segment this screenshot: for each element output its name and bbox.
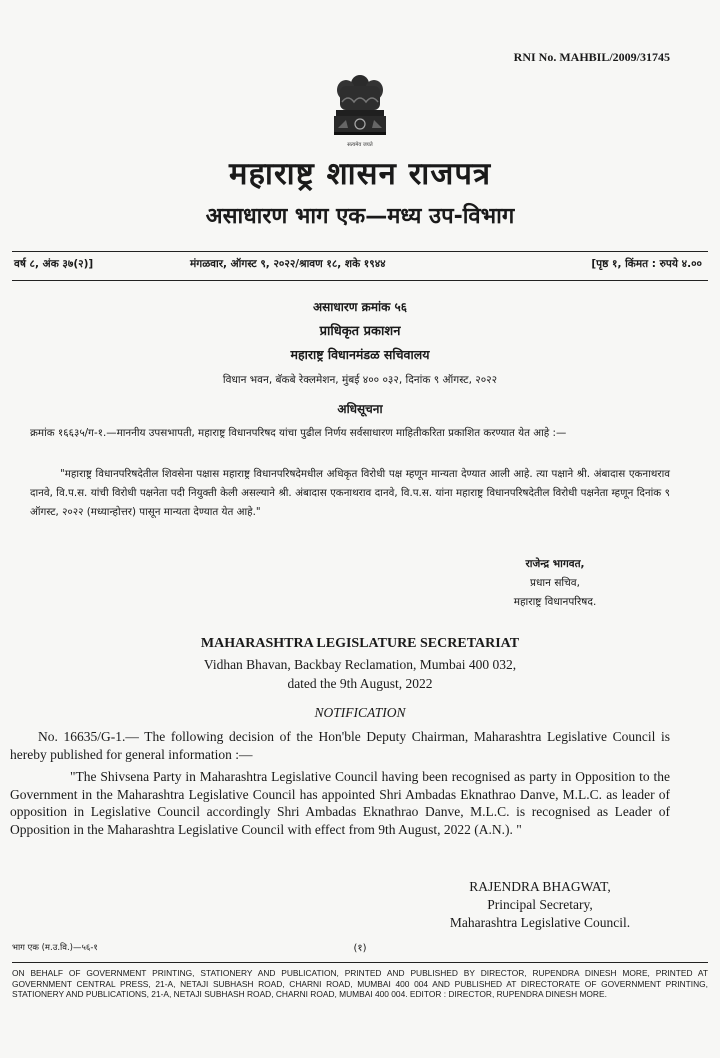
notification-heading-marathi: अधिसूचना [337,402,383,416]
gazette-title: महाराष्ट्र शासन राजपत्र [228,156,492,192]
signatory-title-english: Principal Secretary, [487,897,593,912]
signatory-name: राजेन्द्र भागवत, [525,558,585,570]
date-english: dated the 9th August, 2022 [287,676,433,691]
issue-info-bar [12,257,702,275]
signature-block-marathi [470,555,640,612]
state-emblem-icon [318,72,402,164]
signatory-title: प्रधान सचिव, [530,577,580,589]
notification-para-2-english: "The Shivsena Party in Maharashtra Legislative Council having been recognised as party in Opposition to the Government in the Maharashtra Legislative Council has appointed Shri Ambadas Eknathrao Danve, M.L.C. as leader of opposition in Legislative Council accordingly Shri Ambadas Eknathrao Danve, M.L.C. is recognised as Leader of Opposition in the Maharashtra Legislative Council with effect from 9th August, 2022 (A.N.). " [10,769,670,837]
issue-date: मंगळवार, ऑगस्ट ९, २०२२/श्रावण १८, शके १९४४ [190,258,386,270]
gazette-subtitle: असाधारण भाग एक—मध्य उप-विभाग [205,204,515,229]
signatory-name-english: RAJENDRA BHAGWAT, [469,879,611,894]
signatory-body-english: Maharashtra Legislative Council. [449,915,631,930]
secretariat-name-english: MAHARASHTRA LEGISLATURE SECRETARIAT [200,636,520,651]
extraordinary-number: असाधारण क्रमांक ५६ [312,300,407,314]
emblem-motto: सत्यमेव जयते [347,142,373,148]
rni-number: RNI No. MAHBIL/2009/31745 [513,50,670,64]
printer-imprint: ON BEHALF OF GOVERNMENT PRINTING, STATIONERY AND PUBLICATION, PRINTED AND PUBLISHED BY DIRECTOR, RUPENDRA DINESH MORE, PRINTED AT GOVERNMENT CENTRAL PRESS, 21-A, NETAJI SUBHASH ROAD, CHARNI ROAD, MUMBAI 400 004 AND PUBLISHED AT DIRECTORATE OF GOVERNMENT PRINTING, STATIONERY AND PUBLICATIONS, 21-A, NETAJI SUBHASH ROAD, CHARNI ROAD, MUMBAI 400 004. EDITOR : DIRECTOR, RUPENDRA DINESH MORE. [12,968,708,1000]
divider [12,280,708,281]
signature-block-english [420,878,660,932]
divider [12,251,708,252]
address-marathi: विधान भवन, बॅकबे रेक्लमेशन, मुंबई ४०० ०३२, दिनांक ९ ऑगस्ट, २०२२ [222,374,498,386]
page-number: (१) [353,943,367,954]
notification-para-1-english: No. 16635/G-1.— The following decision of the Hon'ble Deputy Chairman, Maharashtra Legislative Council is hereby published for general information :— [10,729,670,762]
notification-heading-english: NOTIFICATION [314,705,406,720]
address-english: Vidhan Bhavan, Backbay Reclamation, Mumbai 400 032, [203,657,517,672]
authorised-publication: प्राधिकृत प्रकाशन [319,324,401,339]
signatory-body: महाराष्ट्र विधानपरिषद. [513,596,597,608]
notification-para-1-marathi: क्रमांक १६६३५/ग-१.—माननीय उपसभापती, महाराष्ट्र विधानपरिषद यांचा पुढील निर्णय सर्वसाधारण माहितीकरिता प्रकाशित करण्यात येत आहे :— [30,427,567,439]
page-code: भाग एक (म.उ.वि.)—५६-१ [12,943,98,953]
divider [12,962,708,963]
issue-volume: वर्ष ८, अंक ३७(२)] [14,258,94,270]
notification-para-2-marathi: "महाराष्ट्र विधानपरिषदेतील शिवसेना पक्षास महाराष्ट्र विधानपरिषदेमधील अधिकृत विरोधी पक्ष म्हणून मान्यता देण्यात आली आहे. त्या पक्षाने श्री. अंबादास एकनाथराव दानवे, वि.प.स. यांची विरोधी पक्षनेता पदी नियुक्ती केली असल्याने श्री. अंबादास एकनाथराव दानवे, वि.प.स. यांना महाराष्ट्र विधानपरिषदेतील विरोधी पक्षनेता म्हणून दिनांक ९ ऑगस्ट, २०२२ (मध्यान्होत्तर) पासून मान्यता देण्यात येत आहे." [30,468,670,518]
page-price: [पृष्ठ १, किंमत : रुपये ४.०० [591,258,702,270]
secretariat-name-marathi: महाराष्ट्र विधानमंडळ सचिवालय [290,347,430,362]
